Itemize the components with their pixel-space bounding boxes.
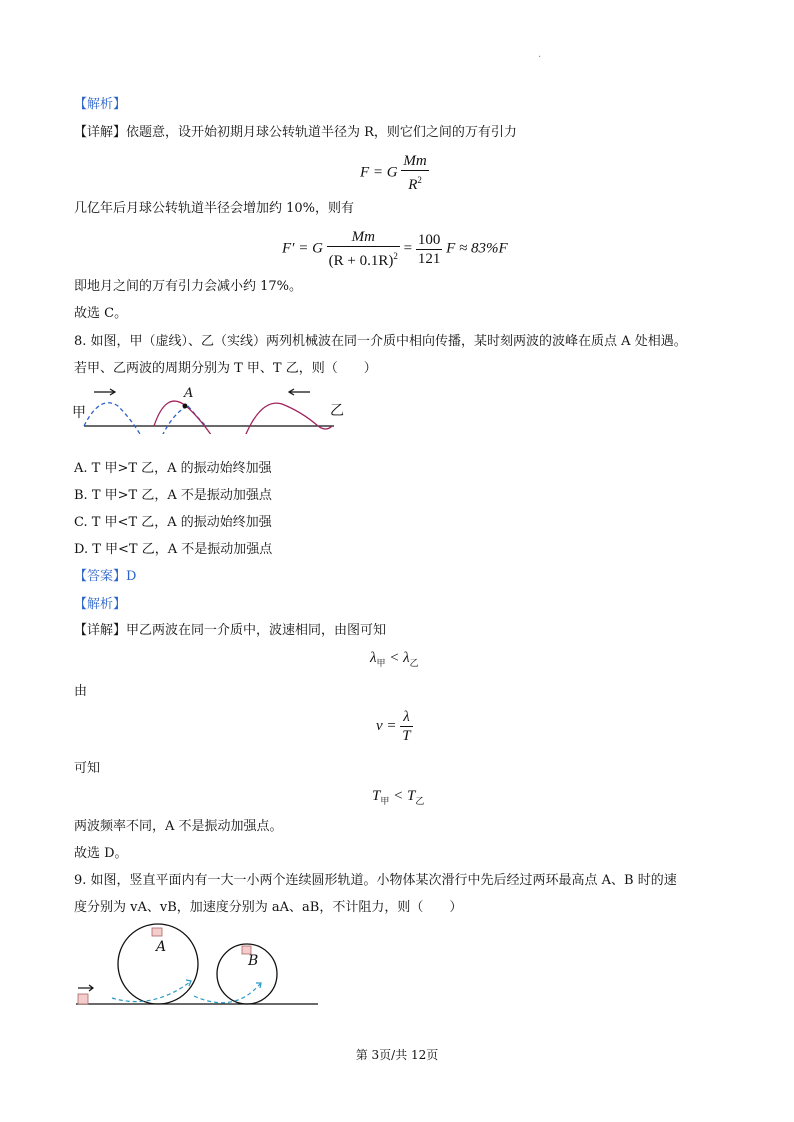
question-stem: 若甲、乙两波的周期分别为 T 甲、T 乙，则（ ） bbox=[74, 361, 377, 376]
text-line: 即地月之间的万有引力会减小约 17%。 bbox=[74, 279, 303, 294]
equation-gravity: F = G $\frac{Mm}{R^2}$ bbox=[360, 153, 427, 193]
block-start bbox=[78, 994, 88, 1004]
equation-new-gravity: F′ = G $\frac{Mm}{(R + 0.1R)^2}$ = $\frac{100}{121}$ F ≈ 83%F bbox=[282, 229, 508, 269]
page-footer: 第 3页/共 12页 bbox=[355, 1048, 439, 1062]
conclusion-text: 两波频率不同，A 不是振动加强点。 bbox=[74, 819, 283, 834]
label-jia: 甲 bbox=[72, 405, 86, 421]
label-b: B bbox=[248, 953, 259, 969]
analysis-heading: 【解析】 bbox=[74, 597, 127, 612]
fraction: $\frac{\lambda}{T}$ bbox=[402, 709, 411, 744]
option-c: C. T 甲<T 乙，A 的振动始终加强 bbox=[74, 515, 272, 530]
wave-figure bbox=[70, 384, 350, 434]
question-stem: 9. 如图，竖直平面内有一大一小两个连续圆形轨道。小物体某次滑行中先后经过两环最高点 A、B 时的速 bbox=[74, 873, 677, 888]
choice-line: 故选 D。 bbox=[74, 846, 128, 861]
text-line: 几亿年后月球公转轨道半径会增加约 10%，则有 bbox=[74, 201, 355, 216]
option-b: B. T 甲>T 乙，A 不是振动加强点 bbox=[74, 488, 272, 503]
equation-wavelength: $\lambda_甲 < \lambda_乙$ bbox=[370, 650, 419, 668]
option-d: D. T 甲<T 乙，A 不是振动加强点 bbox=[74, 542, 273, 557]
text-line: 可知 bbox=[74, 761, 101, 776]
question-stem: 8. 如图，甲（虚线）、乙（实线）两列机械波在同一介质中相向传播，某时刻两波的波峰在质点 A 处相遇。 bbox=[74, 334, 687, 349]
answer-heading: 【答案】D bbox=[74, 569, 137, 584]
equation-period: $T_甲 < T_乙$ bbox=[372, 788, 425, 806]
fraction: $\frac{Mm}{(R + 0.1R)^2}$ bbox=[328, 229, 398, 269]
question-stem: 度分别为 vA、vB，加速度分别为 aA、aB，不计阻力，则（ ） bbox=[74, 900, 463, 915]
text-line: 由 bbox=[74, 684, 88, 699]
point-a bbox=[183, 404, 188, 409]
label-a: A bbox=[184, 386, 194, 401]
choice-line: 故选 C。 bbox=[74, 306, 128, 321]
option-a: A. T 甲>T 乙，A 的振动始终加强 bbox=[74, 461, 272, 476]
trajectory-small bbox=[194, 984, 260, 1003]
analysis-heading: 【解析】 bbox=[74, 97, 127, 112]
solid-wave-yi bbox=[154, 401, 332, 434]
label-a: A bbox=[156, 939, 167, 955]
block-at-a bbox=[152, 928, 162, 936]
dashed-wave-jia bbox=[84, 403, 188, 434]
detail-text: 【详解】依题意，设开始初期月球公转轨道半径为 R，则它们之间的万有引力 bbox=[74, 125, 517, 140]
equation-velocity: v = $\frac{\lambda}{T}$ bbox=[376, 709, 411, 744]
fraction: $\frac{100}{121}$ bbox=[417, 231, 441, 267]
detail-text: 【详解】甲乙两波在同一介质中，波速相同，由图可知 bbox=[74, 623, 387, 638]
loop-track-figure bbox=[72, 922, 324, 1010]
label-yi: 乙 bbox=[330, 403, 344, 419]
corner-mark: · bbox=[538, 52, 542, 63]
fraction: $\frac{Mm}{R^2}$ bbox=[403, 153, 427, 193]
